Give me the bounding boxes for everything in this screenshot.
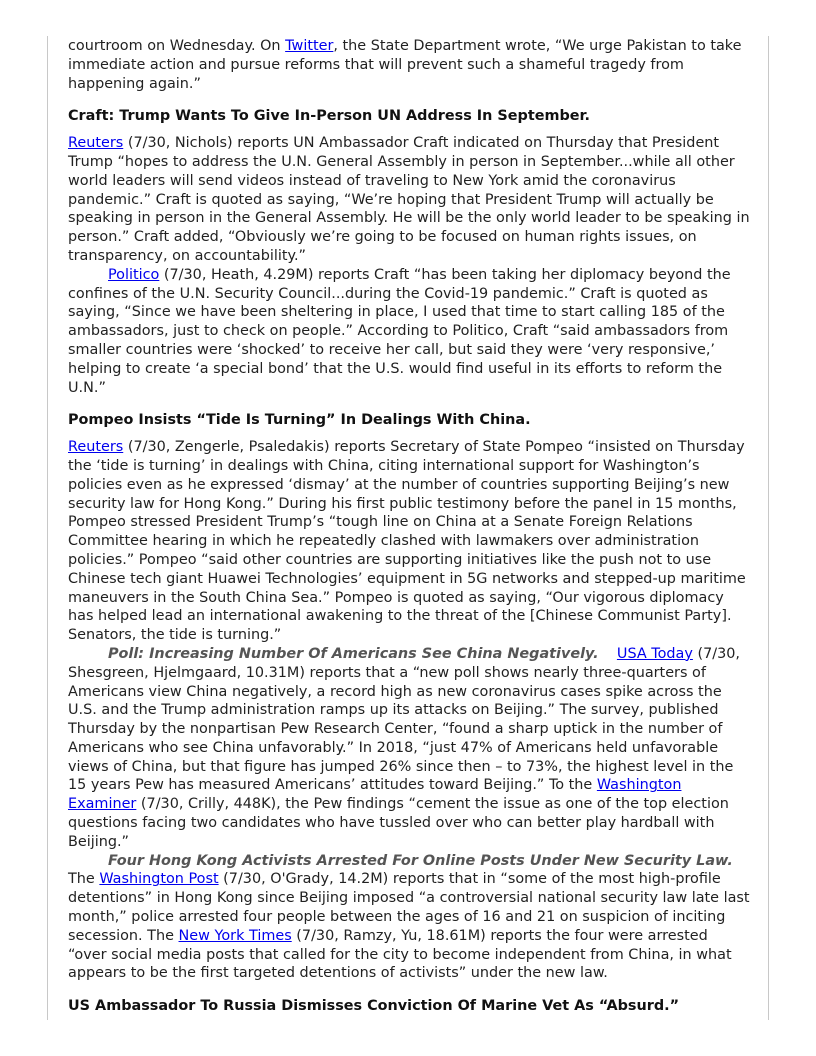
politico-link[interactable]: Politico (108, 266, 160, 283)
intro-paragraph: courtroom on Wednesday. On Twitter, the State Department wrote, “We urge Pakistan to take immediate action and pursue reforms that will prevent such a shameful tragedy from happening again.” (68, 38, 742, 92)
craft-headline: Craft: Trump Wants To Give In-Person UN Address In September. (68, 108, 591, 125)
pompeo-headline: Pompeo Insists “Tide Is Turning” In Dealings With China. (68, 412, 531, 429)
twitter-link[interactable]: Twitter (285, 38, 334, 54)
russia-headline: US Ambassador To Russia Dismisses Conviction Of Marine Vet As “Absurd.” (68, 998, 680, 1015)
hong-kong-subheadline: Four Hong Kong Activists Arrested For Online Posts Under New Security Law. (108, 852, 733, 869)
craft-paragraph-2: Politico (7/30, Heath, 4.29M) reports Craft “has been taking her diplomacy beyond the confines of the U.N. Security Council...during the Covid-19 pandemic.” Craft is quoted as saying, “Since we have been sheltering in place, I used that time to start calling 185 of the ambassadors, just to check on people.” According to Politico, Craft “said ambassadors from smaller countries were ‘shocked’ to receive her call, but said they were ‘very responsive,’ helping to create ‘a special bond’ that the U.S. would find useful in its efforts to reform the U.N.” (68, 266, 731, 396)
new-york-times-link[interactable]: New York Times (178, 927, 292, 944)
right-margin-rule (768, 36, 769, 1020)
document-body (68, 37, 750, 1016)
washington-examiner-link[interactable]: Washington Examiner (68, 777, 682, 813)
washington-post-link[interactable]: Washington Post (99, 871, 219, 888)
hong-kong-paragraph: Four Hong Kong Activists Arrested For Online Posts Under New Security Law. The Washington Post (7/30, O'Grady, 14.2M) reports that in “some of the most high-profile detentions” in Hong Kong since Beijing imposed “a controversial national security law late last month,” police arrested four people between the ages of 16 and 21 on suspicion of inciting secession. The New York Times (7/30, Ramzy, Yu, 18.61M) reports the four were arrested “over social media posts that called for the city to become independent from China, in what appears to be the first targeted detentions of activists” under the new law. (68, 852, 750, 982)
pompeo-paragraph-1: Reuters (7/30, Zengerle, Psaledakis) reports Secretary of State Pompeo “insisted on Thursday the ‘tide is turning’ in dealings with China, citing international support for Washington’s policies even as he expressed ‘dismay’ at the number of countries supporting Beijing’s new security law for Hong Kong.” During his first public testimony before the panel in 15 months, Pompeo stressed President Trump’s “tough line on China at a Senate Foreign Relations Committee hearing in which he repeatedly clashed with lawmakers over administration policies.” Pompeo “said other countries are supporting initiatives like the push not to use Chinese tech giant Huawei Technologies’ equipment in 5G networks and stepped-up maritime maneuvers in the South China Sea.” Pompeo is quoted as saying, “Our vigorous diplomacy has helped lead an international awakening to the threat of the [Chinese Communist Party]. Senators, the tide is turning.” (68, 439, 746, 644)
poll-paragraph: Poll: Increasing Number Of Americans See China Negatively. USA Today (7/30, Shesgreen, Hjelmgaard, 10.31M) reports that a “new poll shows nearly three-quarters of Americans view China negatively, a record high as new coronavirus cases spike across the U.S. and the Trump administration ramps up its attacks on Beijing.” The survey, published Thursday by the nonpartisan Pew Research Center, “found a sharp uptick in the number of Americans who see China unfavorably.” In 2018, “just 47% of Americans held unfavorable views of China, but that figure has jumped 26% since then – to 73%, the highest level in the 15 years Pew has measured Americans’ attitudes toward Beijing.” To the Washington Examiner (7/30, Crilly, 448K), the Pew findings “cement the issue as one of the top election questions facing two candidates who have tussled over who can better play hardball with Beijing.” (68, 645, 740, 850)
reuters-link-craft[interactable]: Reuters (68, 135, 124, 152)
poll-subheadline: Poll: Increasing Number Of Americans See China Negatively. (108, 645, 599, 662)
left-margin-rule (47, 36, 48, 1020)
usa-today-link[interactable]: USA Today (616, 645, 693, 662)
reuters-link-pompeo[interactable]: Reuters (68, 439, 124, 456)
craft-paragraph-1: Reuters (7/30, Nichols) reports UN Ambassador Craft indicated on Thursday that President Trump “hopes to address the U.N. General Assembly in person in September...while all other world leaders will send videos instead of traveling to New York amid the coronavirus pandemic.” Craft is quoted as saying, “We’re hoping that President Trump will actually be speaking in person in the General Assembly. He will be the only world leader to be speaking in person.” Craft added, “Obviously we’re going to be focused on human rights issues, on transparency, on accountability.” (68, 135, 750, 264)
